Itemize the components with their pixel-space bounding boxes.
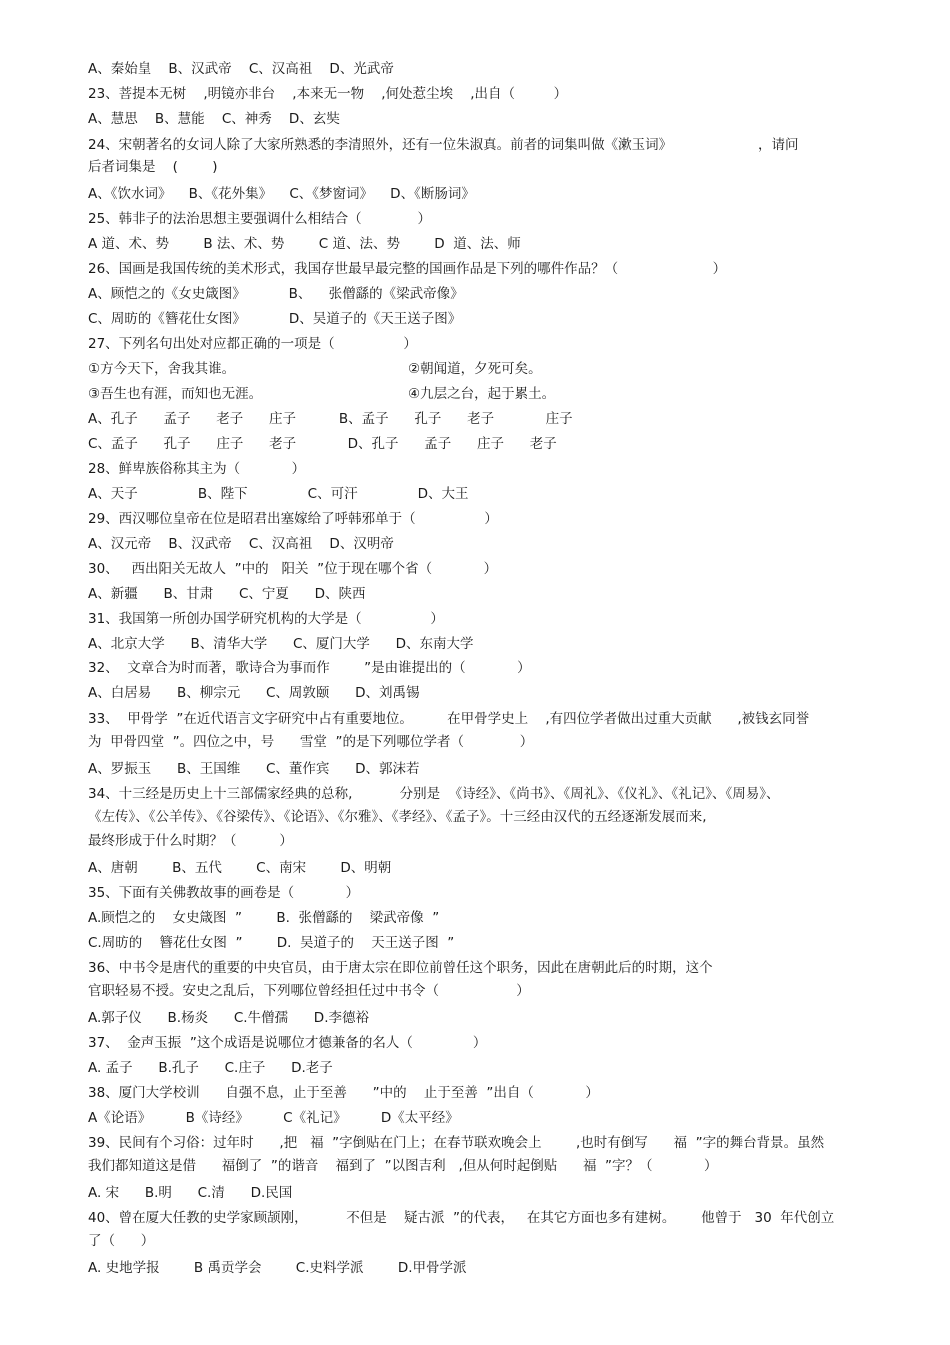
q35-options-ab: A.顾恺之的 女史箴图 ” B. 张僧繇的 梁武帝像 ” <box>88 910 440 926</box>
q39-options: A. 宋 B.明 C.清 D.民国 <box>88 1185 293 1201</box>
q27-quote-2: ②朝闻道，夕死可矣。 <box>408 361 542 377</box>
q39-question-line2: 我们都知道这是借 福倒了 ”的谐音 福到了 ”以图吉利 ,但从何时起倒贴 福 ”字？（ ） <box>88 1158 718 1174</box>
q35-question: 35、下面有关佛教故事的画卷是（ ） <box>88 885 360 901</box>
q39-question-line1: 39、民间有个习俗：过年时 ,把 福 ”字倒贴在门上；在春节联欢晚会上 ,也时有倒写 福 ”字的舞台背景。虽然 <box>88 1135 825 1151</box>
q26-question: 26、国画是我国传统的美术形式，我国存世最早最完整的国画作品是下列的哪件作品？（ ） <box>88 261 727 277</box>
q36-question-line2: 官职轻易不授。安史之乱后，下列哪位曾经担任过中书令（ ） <box>88 983 530 999</box>
q25-question: 25、韩非子的法治思想主要强调什么相结合（ ） <box>88 211 431 227</box>
q28-options: A、天子 B、陛下 C、可汗 D、大王 <box>88 486 469 502</box>
q29-question: 29、西汉哪位皇帝在位是昭君出塞嫁给了呼韩邪单于（ ） <box>88 511 498 527</box>
q33-question-line1: 33、 甲骨学 ”在近代语言文字研究中占有重要地位。 在甲骨学史上 ,有四位学者做出过重大贡献 ,被钱玄同誉 <box>88 711 810 727</box>
q32-options: A、白居易 B、柳宗元 C、周敦颐 D、刘禹锡 <box>88 685 420 701</box>
q40-question-line1: 40、曾在厦大任教的史学家顾颉刚， 不但是 疑古派 ”的代表， 在其它方面也多有建树。 他曾于 30 年代创立 <box>88 1210 835 1226</box>
q30-options: A、新疆 B、甘肃 C、宁夏 D、陕西 <box>88 586 366 602</box>
q24-options: A、《饮水词》 B、《花外集》 C、《梦窗词》 D、《断肠词》 <box>88 186 475 202</box>
q38-options: A《论语》 B《诗经》 C《礼记》 D《太平经》 <box>88 1110 459 1126</box>
q27-quote-4: ④九层之台，起于累土。 <box>408 386 556 402</box>
q30-question: 30、 西出阳关无故人 ”中的 阳关 ”位于现在哪个省（ ） <box>88 561 498 577</box>
q31-options: A、北京大学 B、清华大学 C、厦门大学 D、东南大学 <box>88 636 474 652</box>
q27-options-cd: C、孟子 孔子 庄子 老子 D、孔子 孟子 庄子 老子 <box>88 436 557 452</box>
q24-question-line1: 24、宋朝著名的女词人除了大家所熟悉的李清照外，还有一位朱淑真。前者的词集叫做《漱玉词》 ，请问 <box>88 137 799 153</box>
q38-question: 38、厦门大学校训 自强不息，止于至善 ”中的 止于至善 ”出自（ ） <box>88 1085 599 1101</box>
q27-options-ab: A、孔子 孟子 老子 庄子 B、孟子 孔子 老子 庄子 <box>88 411 573 427</box>
q27-question: 27、下列名句出处对应都正确的一项是（ ） <box>88 336 417 352</box>
q40-question-line2: 了（ ） <box>88 1233 155 1249</box>
q34-question-line1: 34、十三经是历史上十三部儒家经典的总称, 分别是 《诗经》、《尚书》、《周礼》、《仪礼》、《礼记》、《周易》、 <box>88 786 780 802</box>
q29-options: A、汉元帝 B、汉武帝 C、汉高祖 D、汉明帝 <box>88 536 394 552</box>
q31-question: 31、我国第一所创办国学研究机构的大学是（ ） <box>88 611 444 627</box>
q36-options: A.郭子仪 B.杨炎 C.牛僧孺 D.李德裕 <box>88 1010 369 1026</box>
q32-question: 32、 文章合为时而著，歌诗合为事而作 ”是由谁提出的（ ） <box>88 660 531 676</box>
q40-options: A. 史地学报 B 禹贡学会 C.史料学派 D.甲骨学派 <box>88 1260 467 1276</box>
q33-question-line2: 为 甲骨四堂 ”。四位之中，号 雪堂 ”的是下列哪位学者（ ） <box>88 734 534 750</box>
q26-options-cd: C、周昉的《簪花仕女图》 D、吴道子的《天王送子图》 <box>88 311 462 327</box>
q27-quote-1: ①方今天下，舍我其谁。 <box>88 361 236 377</box>
q37-question: 37、 金声玉振 ”这个成语是说哪位才德兼备的名人（ ） <box>88 1035 487 1051</box>
q28-question: 28、鲜卑族俗称其主为（ ） <box>88 461 306 477</box>
q23-options: A、慧思 B、慧能 C、神秀 D、玄奘 <box>88 111 340 127</box>
q34-question-line3: 最终形成于什么时期？（ ） <box>88 833 293 849</box>
q26-options-ab: A、顾恺之的《女史箴图》 B、 张僧繇的《梁武帝像》 <box>88 286 464 302</box>
q24-question-line2: 后者词集是 ( ) <box>88 159 218 175</box>
q27-quote-3: ③吾生也有涯，而知也无涯。 <box>88 386 263 402</box>
q35-options-cd: C.周昉的 簪花仕女图 ” D. 吴道子的 天王送子图 ” <box>88 935 455 951</box>
q33-options: A、罗振玉 B、王国维 C、董作宾 D、郭沫若 <box>88 761 420 777</box>
q23-question: 23、菩提本无树 ,明镜亦非台 ,本来无一物 ,何处惹尘埃 ,出自（ ） <box>88 86 568 102</box>
q36-question-line1: 36、中书令是唐代的重要的中央官员，由于唐太宗在即位前曾任这个职务，因此在唐朝此后的时期，这个 <box>88 960 713 976</box>
q37-options: A. 孟子 B.孔子 C.庄子 D.老子 <box>88 1060 333 1076</box>
q34-options: A、唐朝 B、五代 C、南宋 D、明朝 <box>88 860 392 876</box>
q22-options: A、秦始皇 B、汉武帝 C、汉高祖 D、光武帝 <box>88 61 394 77</box>
q34-question-line2: 《左传》、《公羊传》、《谷梁传》、《论语》、《尔雅》、《孝经》、《孟子》。十三经由汉代的五经逐渐发展而来, <box>88 809 707 825</box>
q25-options: A 道、术、势 B 法、术、势 C 道、法、势 D 道、法、师 <box>88 236 521 252</box>
